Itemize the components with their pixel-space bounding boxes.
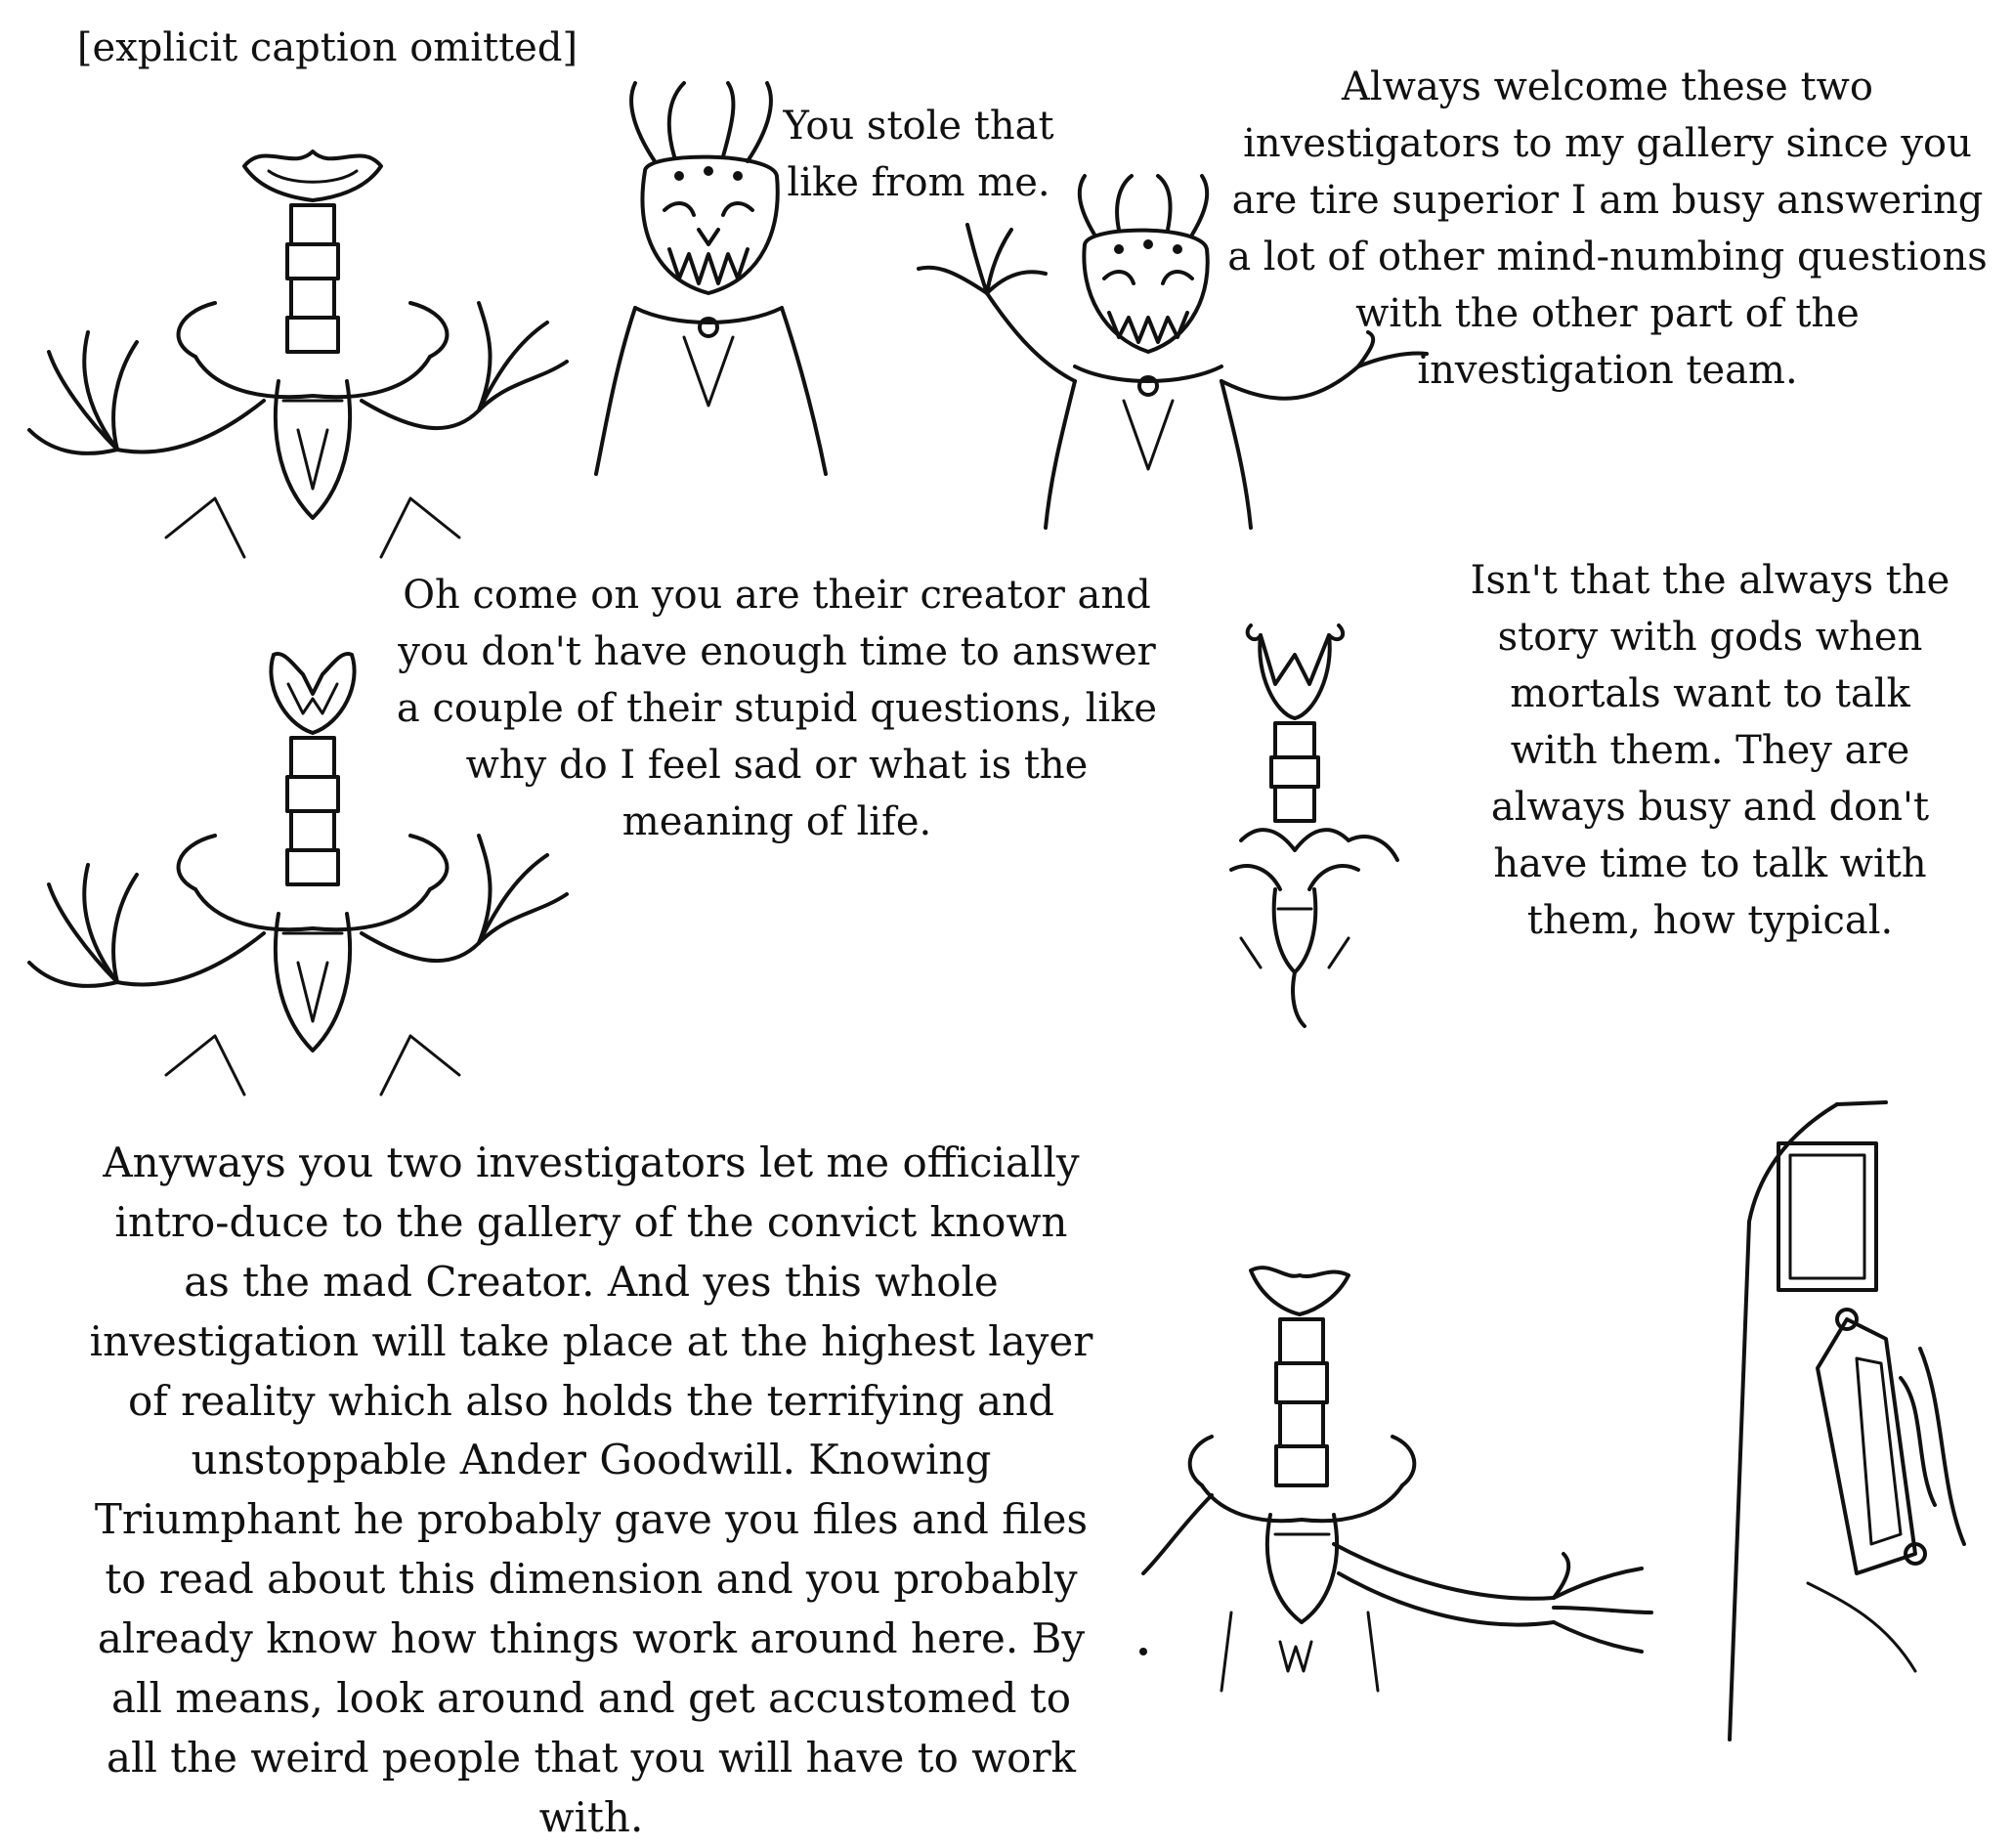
caption-p2: Always welcome these two investigators to my gallery since you are tire superior I am busy answering a lot of other mind-numbing questions with the other part of the investigation team. [1227, 64, 1988, 393]
caption-p1-right: You stole that like from me. [783, 104, 1054, 205]
caption-p3: Oh come on you are their creator and you don't have enough time to answer a couple of their stupid questions, like why do I feel sad or what is the meaning of life. [396, 573, 1158, 844]
gallery-wall-doorway [1691, 1095, 2013, 1740]
caption-p5: Anyways you two investigators let me officially intro-duce to the gallery of the convict known as the mad Creator. And yes this whole investigation will take place at the highest layer of reality which also holds the terrifying and unstoppable Ander Goodwill. Knowing Triumphant he probably gave you files and files to read about this dimension and you probably already know how things work around here. By all means, look around and get accustomed to all the weird people that you will have to work with. [89, 1139, 1093, 1841]
column-creature-figure-4 [1202, 616, 1436, 1026]
caption-p4: Isn't that the always the story with gods when mortals want to talk with them. They are always busy and don't have time to talk with them, how typical. [1470, 558, 1950, 943]
column-creature-figure-1 [20, 127, 625, 577]
caption-p1-left: [explicit caption omitted] [76, 25, 578, 70]
antlered-mask-figure-1 [577, 83, 840, 474]
column-creature-figure-3 [20, 645, 625, 1114]
column-creature-pointing-figure [1114, 1261, 1681, 1720]
